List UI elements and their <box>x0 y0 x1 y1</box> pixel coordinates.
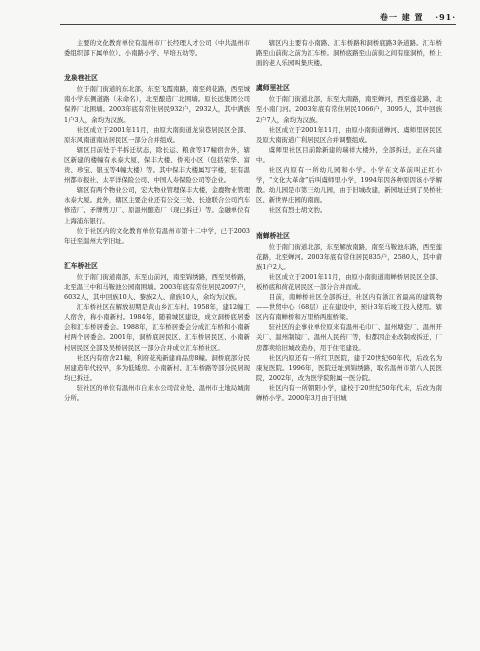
section-title: 南蝉桥社区 <box>256 231 290 240</box>
paragraph: 社区成立于2001年11月，由原小南街道南蝉桥居民区全部、板桥底和荷花居民区一部分合并而成。 <box>256 272 442 291</box>
right-intro: 辖区内主要有小南路、汇车桥路和洞桥底路3条道路。汇车桥路至山前街之前为汇车桥。洞桥底路至山前街之间有座洞桥，桥上面的老人乐园叫集庆楼。 <box>256 39 442 68</box>
paragraph: 辖区目前处于半拆迁状态，除长运、粮食等17幢宿舍外，辖区新建的楼幢有永泰大厦、保丰大楼、侨苑小区（包括荣华、富贵、珍宝、银玉等4幢大楼）等。其中保丰大楼属写字楼，驻有温州都市报社、太平洋保险公司、中国人寿保险公司等企业。 <box>64 145 250 185</box>
paragraph: 目前，南蝉桥社区全部拆迁，社区内有浙江省最高的建筑物——世贸中心（68层）正在建设中，预计3年后竣工投入使用。辖区内有南蝉桥和万里桥两座桥梁。 <box>256 293 442 322</box>
section-huicheqiao <box>64 261 250 403</box>
section-title: 虞师里社区 <box>256 84 290 93</box>
page-number: ·91· <box>435 12 456 22</box>
paragraph: 位于南门街道北部，东至解放南路，南至马鞍池东路，西至莲花路，北至蝉河。2003年底有常住居民835户，2580人，其中畲族1户2人。 <box>256 242 442 271</box>
paragraph: 社区成立于2001年11月，由原小南街道蝉河、虞师里居民区及原大南街道广利居民区合并调整组成。 <box>256 125 442 144</box>
page-header <box>380 12 456 23</box>
paragraph: 位于南门街道北部，东至大南路，南至蝉河，西至莲花路，北至小南门河。2003年底有常住居民1066户，3095人，其中回族2户7人，余均为汉族。 <box>256 95 442 124</box>
paragraph: 驻社区的企事业单位原来有温州毛巾厂、温州塘瓷厂、温州开关厂、温州制镜厂、温州人民药厂等，但都因企业改制或拆迁，厂房都卖给旧城改造办，用于住宅建设。 <box>256 323 442 352</box>
paragraph: 虞师里社区目前除新建的瑞祥大楼外，全部拆迁，正在兴建中。 <box>256 145 442 164</box>
paragraph: 辖区有两个物业公司，宏大物业管理保丰大楼，金鹿物业管理永泰大厦。此外，辖区主要企业还有公交三处、长途联合公司汽车修造厂、矛牌剪刀厂、原温州酿造厂（现已拆迁）等。金融单位有上海浦东银行。 <box>64 186 250 225</box>
right-column <box>256 38 442 403</box>
section-longquanxiang <box>64 73 250 246</box>
section-title: 龙泉巷社区 <box>64 74 98 83</box>
header-title: 卷一 建 置 <box>379 12 424 22</box>
paragraph: 位于社区内的文化教育单位有温州市第十二中学，已于2003年迁至温州大学旧址。 <box>64 226 250 245</box>
left-column <box>64 38 250 403</box>
paragraph: 驻社区的单位有温州市自来水公司营业处、温州市土地局城南分所。 <box>64 383 250 402</box>
paragraph: 社区成立于2001年11月，由原大南街道龙泉巷居民区全部、原东风南道南站居民区一部分合并组成。 <box>64 125 250 144</box>
paragraph: 汇车桥社区在解放初期是黄山乡汇车村。1958年，建12幢工人宿舍，称小南新村。1984年，随着城区建设，成立洞桥底居委会和汇车桥居委会。1988年，汇车桥居委会分成汇车桥和小南新村两个居委会。2001年，洞桥底居民区、汇车桥居民区、小南新村居民区全部及吴桥居民区一部分合并成立汇车桥社区。 <box>64 303 250 352</box>
paragraph: 社区内原还有一所红卫医院，建于20世纪60年代，后改名为康复医院。1996年，医院迁址到锦绣路，取名温州市第八人民医院，2002年，改为医学院附属一医分院。 <box>256 353 442 382</box>
paragraph: 社区内有宿舍21幢，利府花苑新建商品房8幢。洞桥底部分民居建造年代较早，多为低矮房。小南新村、汇车桥路等部分民居现均已拆迁。 <box>64 353 250 382</box>
paragraph: 社区内有一所朝阳小学，建校于20世纪50年代末，后改为南蝉桥小学。2000年3月由于旧城 <box>256 383 442 402</box>
section-yushili <box>256 83 442 215</box>
paragraph: 位于南门街道的东北部，东至飞霞南路，南至荷花路，西至城南小学东侧道路（未命名），北至酿造厂北围墙。原长远集团公司保养厂北围墙。2003年底有常住居民932户，2932人，其中满族1户3人，余均为汉族。 <box>64 85 250 124</box>
paragraph: 社区内原有一所幼儿园和小学。小学在文革前叫正红小学，“文化大革命”后叫虞师里小学，1994年因各种原因该小学解散。幼儿园是市第三幼儿园，由于旧城改建，新园址迁到了吴桥社区、新世界庄园的南面。 <box>256 166 442 205</box>
paragraph: 位于南门街道南部，东至山前河，南至锦绣路，西至吴桥路，北至温三中和马鞍池公园南围墙。2003年底有常住居民2097户，6032人，其中回族10人、黎族2人、畲族10人，余均为汉族。 <box>64 272 250 302</box>
header-rule <box>60 24 456 25</box>
paragraph: 社区有烈士胡文豹。 <box>268 206 327 215</box>
section-nanchanqiao <box>256 231 442 404</box>
section-title: 汇车桥社区 <box>64 261 98 270</box>
left-intro: 主要的文化教育单位有温州市厂长经理人才公司（中共温州市委组织部下属单位）、小南路小学、早培五幼等。 <box>64 39 250 58</box>
